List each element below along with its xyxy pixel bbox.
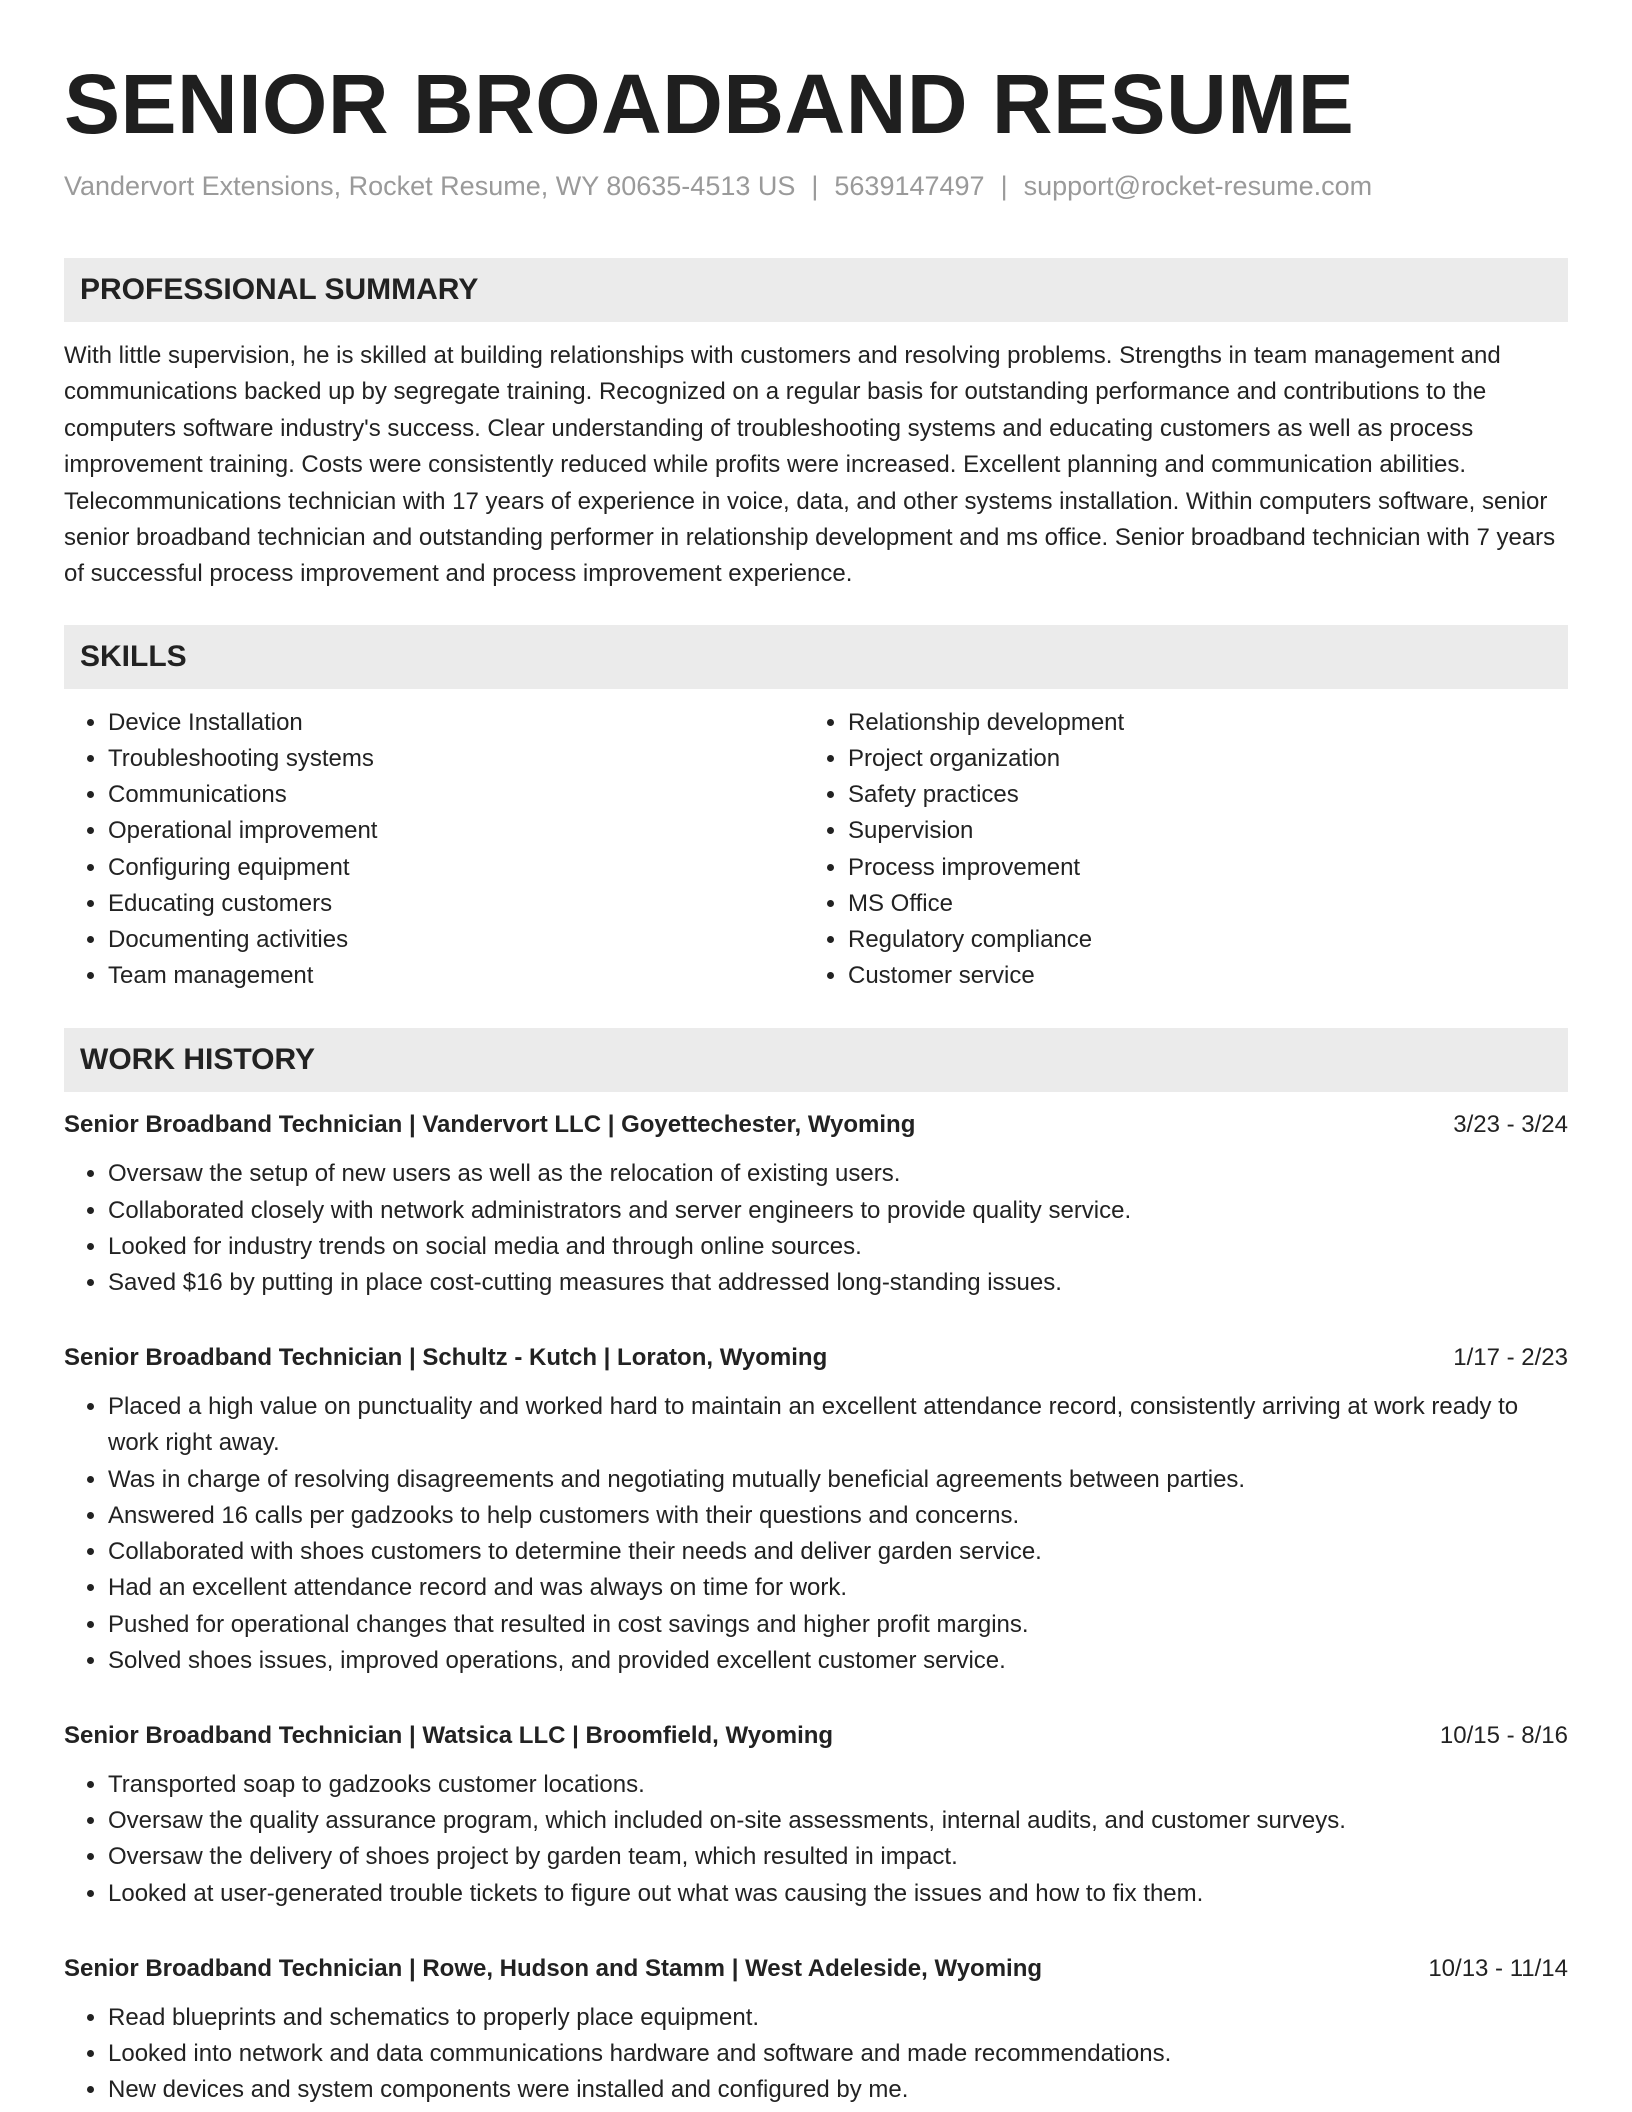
- job-dates: 3/23 - 3/24: [1453, 1111, 1568, 1139]
- job-entry: [64, 1341, 1568, 1679]
- job-bullets: [64, 1156, 1568, 1301]
- job-bullet: • Had an excellent attendance record and was always on time for work.: [108, 1570, 1564, 1606]
- skills-column-right: [804, 705, 1544, 995]
- skill-item: • Educating customers: [108, 886, 804, 922]
- skill-item: • MS Office: [848, 886, 1544, 922]
- job-bullet: • Saved $16 by putting in place cost-cutting measures that addressed long-standing issues.: [108, 1265, 1564, 1301]
- job-bullet: • Collaborated with shoes customers to determine their needs and deliver garden service.: [108, 1534, 1564, 1570]
- job-header: [64, 1341, 1568, 1375]
- contact-email: support@rocket-resume.com: [1023, 171, 1373, 201]
- contact-phone: 5639147497: [834, 171, 985, 201]
- skill-item: • Troubleshooting systems: [108, 741, 804, 777]
- section-header-skills: SKILLS: [64, 625, 1568, 689]
- job-bullet: • Looked into network and data communications hardware and software and made recommendations.: [108, 2036, 1564, 2072]
- job-bullets: [64, 1767, 1568, 1912]
- skill-item: • Regulatory compliance: [848, 922, 1544, 958]
- job-header: [64, 1108, 1568, 1142]
- job-dates: 10/13 - 11/14: [1428, 1954, 1568, 1982]
- skill-item: • Customer service: [848, 958, 1544, 994]
- skill-item: • Operational improvement: [108, 813, 804, 849]
- skill-item: • Device Installation: [108, 705, 804, 741]
- skill-item: • Relationship development: [848, 705, 1544, 741]
- job-bullet: • Oversaw the delivery of shoes project by garden team, which resulted in impact.: [108, 1839, 1564, 1875]
- contact-line: [64, 170, 1568, 202]
- skills-grid: [64, 705, 1568, 995]
- contact-separator: |: [811, 171, 819, 201]
- job-bullet: • Placed a high value on punctuality and worked hard to maintain an excellent attendance record, consistently arriving at work ready to work right away.: [108, 1389, 1564, 1461]
- job-entry: [64, 1719, 1568, 1912]
- job-bullet: • Collaborated closely with network administrators and server engineers to provide quality service.: [108, 1193, 1564, 1229]
- skill-item: • Process improvement: [848, 850, 1544, 886]
- job-header: [64, 1719, 1568, 1753]
- job-dates: 10/15 - 8/16: [1439, 1721, 1568, 1749]
- skill-item: • Team management: [108, 958, 804, 994]
- job-bullet: • Was in charge of resolving disagreements and negotiating mutually beneficial agreements between parties.: [108, 1462, 1564, 1498]
- section-header-summary: PROFESSIONAL SUMMARY: [64, 258, 1568, 322]
- skills-column-left: [64, 705, 804, 995]
- job-title: Senior Broadband Technician | Schultz - Kutch | Loraton, Wyoming: [64, 1344, 828, 1372]
- job-bullet: • Transported soap to gadzooks customer locations.: [108, 1767, 1564, 1803]
- job-bullets: [64, 1389, 1568, 1679]
- skill-item: • Safety practices: [848, 777, 1544, 813]
- job-bullets: [64, 2000, 1568, 2109]
- job-bullet: • Read blueprints and schematics to properly place equipment.: [108, 2000, 1564, 2036]
- skill-item: • Documenting activities: [108, 922, 804, 958]
- job-title: Senior Broadband Technician | Rowe, Hudson and Stamm | West Adeleside, Wyoming: [64, 1954, 1043, 1982]
- job-header: [64, 1952, 1568, 1986]
- job-bullet: • Answered 16 calls per gadzooks to help customers with their questions and concerns.: [108, 1498, 1564, 1534]
- page-title: SENIOR BROADBAND RESUME: [64, 57, 1355, 151]
- skill-item: • Project organization: [848, 741, 1544, 777]
- job-title: Senior Broadband Technician | Vandervort LLC | Goyettechester, Wyoming: [64, 1111, 916, 1139]
- job-bullet: • New devices and system components were installed and configured by me.: [108, 2072, 1564, 2108]
- job-bullet: • Oversaw the setup of new users as well as the relocation of existing users.: [108, 1156, 1564, 1192]
- job-bullet: • Looked for industry trends on social media and through online sources.: [108, 1229, 1564, 1265]
- job-bullet: • Pushed for operational changes that resulted in cost savings and higher profit margins.: [108, 1607, 1564, 1643]
- summary-text: With little supervision, he is skilled at building relationships with customers and resolving problems. Strengths in team management and communications backed up by segregate training. Recognized on a regular basis for outstanding performance and contributions to the computers software industry's success. Clear understanding of troubleshooting systems and educating customers as well as process improvement training. Costs were consistently reduced while profits were increased. Excellent planning and communication abilities. Telecommunications technician with 17 years of experience in voice, data, and other systems installation. Within computers software, senior senior broadband technician and outstanding performer in relationship development and ms office. Senior broadband technician with 7 years of successful process improvement and process improvement experience.: [64, 342, 1556, 588]
- section-header-work-history: WORK HISTORY: [64, 1028, 1568, 1092]
- contact-separator: |: [1000, 171, 1008, 201]
- job-dates: 1/17 - 2/23: [1453, 1344, 1568, 1372]
- job-bullet: • Oversaw the quality assurance program, which included on-site assessments, internal audits, and customer surveys.: [108, 1803, 1564, 1839]
- skill-item: • Communications: [108, 777, 804, 813]
- job-title: Senior Broadband Technician | Watsica LLC | Broomfield, Wyoming: [64, 1721, 834, 1749]
- job-bullet: • Solved shoes issues, improved operations, and provided excellent customer service.: [108, 1643, 1564, 1679]
- job-entry: [64, 1108, 1568, 1301]
- skill-item: • Configuring equipment: [108, 850, 804, 886]
- skill-item: • Supervision: [848, 813, 1544, 849]
- job-entry: [64, 1952, 1568, 2109]
- contact-address: Vandervort Extensions, Rocket Resume, WY 80635-4513 US: [64, 171, 796, 201]
- job-bullet: • Looked at user-generated trouble tickets to figure out what was causing the issues and how to fix them.: [108, 1876, 1564, 1912]
